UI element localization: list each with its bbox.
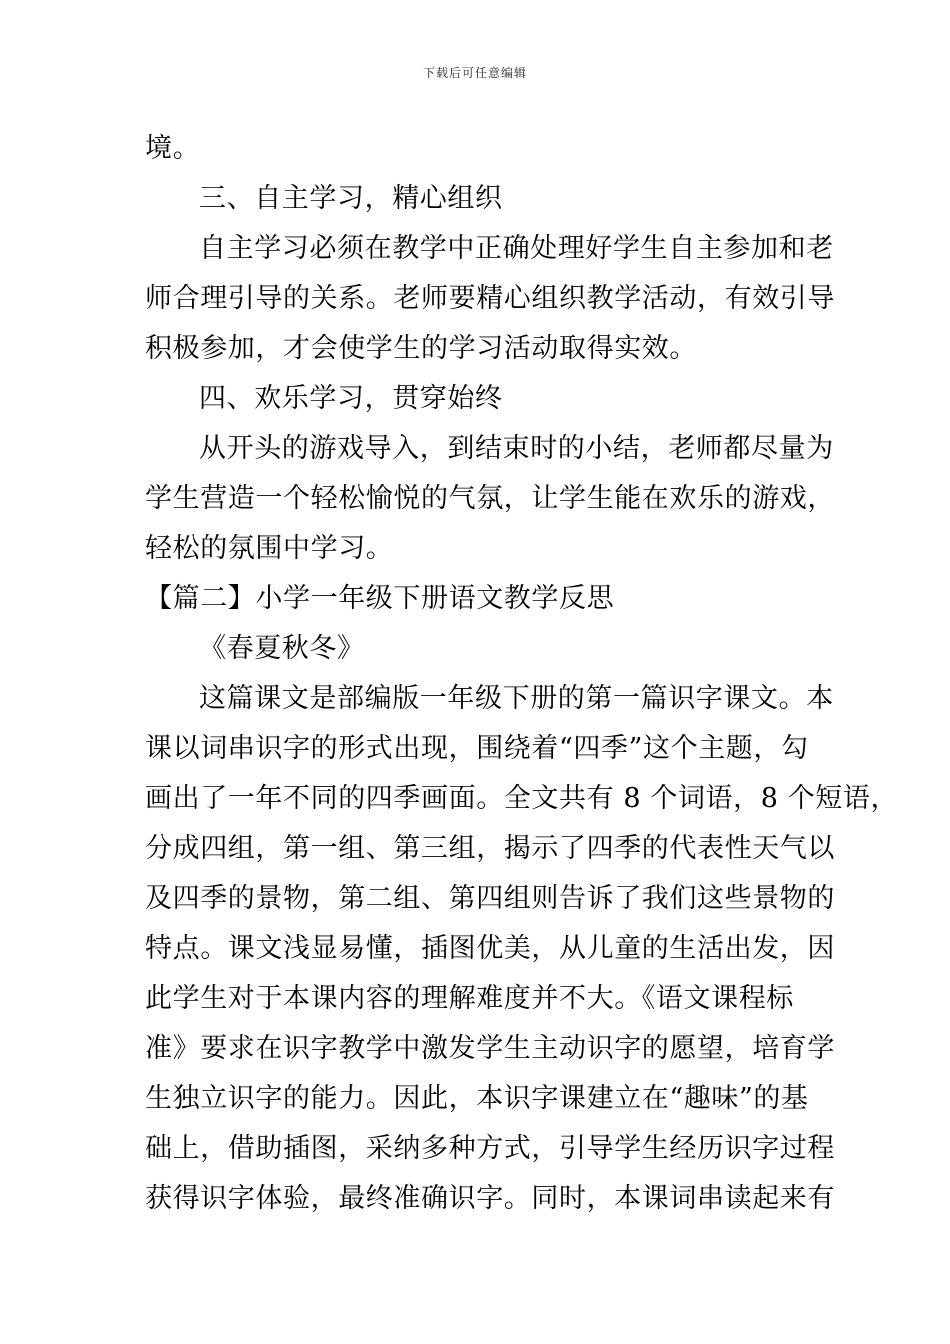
text-line: 轻松的氛围中学习。 [145, 533, 394, 564]
text-line: 生独立识字的能力。因此，本识字课建立在“趣味”的基 [145, 1083, 809, 1114]
text-line: 分成四组，第一组、第三组，揭示了四季的代表性天气以 [145, 833, 835, 864]
text-line: 师合理引导的关系。老师要精心组织教学活动，有效引导 [145, 283, 835, 314]
text-line: 境。 [145, 133, 201, 164]
text-line: 自主学习必须在教学中正确处理好学生自主参加和老 [199, 233, 834, 264]
text-line: 此学生对于本课内容的理解难度并不大。《语文课程标 [145, 983, 794, 1014]
section-heading: 四、欢乐学习，贯穿始终 [199, 383, 503, 414]
text-line: 础上，借助插图，采纳多种方式，引导学生经历识字过程 [145, 1133, 835, 1164]
text-line: 准》要求在识字教学中激发学生主动识字的愿望，培育学 [145, 1033, 835, 1064]
section-heading: 三、自主学习，精心组织 [199, 183, 503, 214]
text-line: 从开头的游戏导入，到结束时的小结，老师都尽量为 [199, 433, 834, 464]
text-line: 画出了一年不同的四季画面。全文共有 8 个词语，8 个短语， [145, 783, 899, 814]
document-body [145, 124, 899, 1224]
text-line: 学生营造一个轻松愉悦的气氛，让学生能在欢乐的游戏， [145, 483, 835, 514]
page-header: 下载后可任意编辑 [422, 66, 527, 80]
text-line: 特点。课文浅显易懂，插图优美，从儿童的生活出发，因 [145, 933, 835, 964]
text-line: 及四季的景物，第二组、第四组则告诉了我们这些景物的 [145, 883, 835, 914]
article-title: 【篇二】小学一年级下册语文教学反思 [145, 583, 615, 614]
text-line: 积极参加，才会使学生的学习活动取得实效。 [145, 333, 697, 364]
text-line: 这篇课文是部编版一年级下册的第一篇识字课文。本 [199, 683, 834, 714]
lesson-title: 《春夏秋冬》 [199, 633, 365, 664]
text-line: 获得识字体验，最终准确识字。同时，本课词串读起来有 [145, 1183, 835, 1214]
text-line: 课以词串识字的形式出现，围绕着“四季”这个主题，勾 [145, 733, 809, 764]
